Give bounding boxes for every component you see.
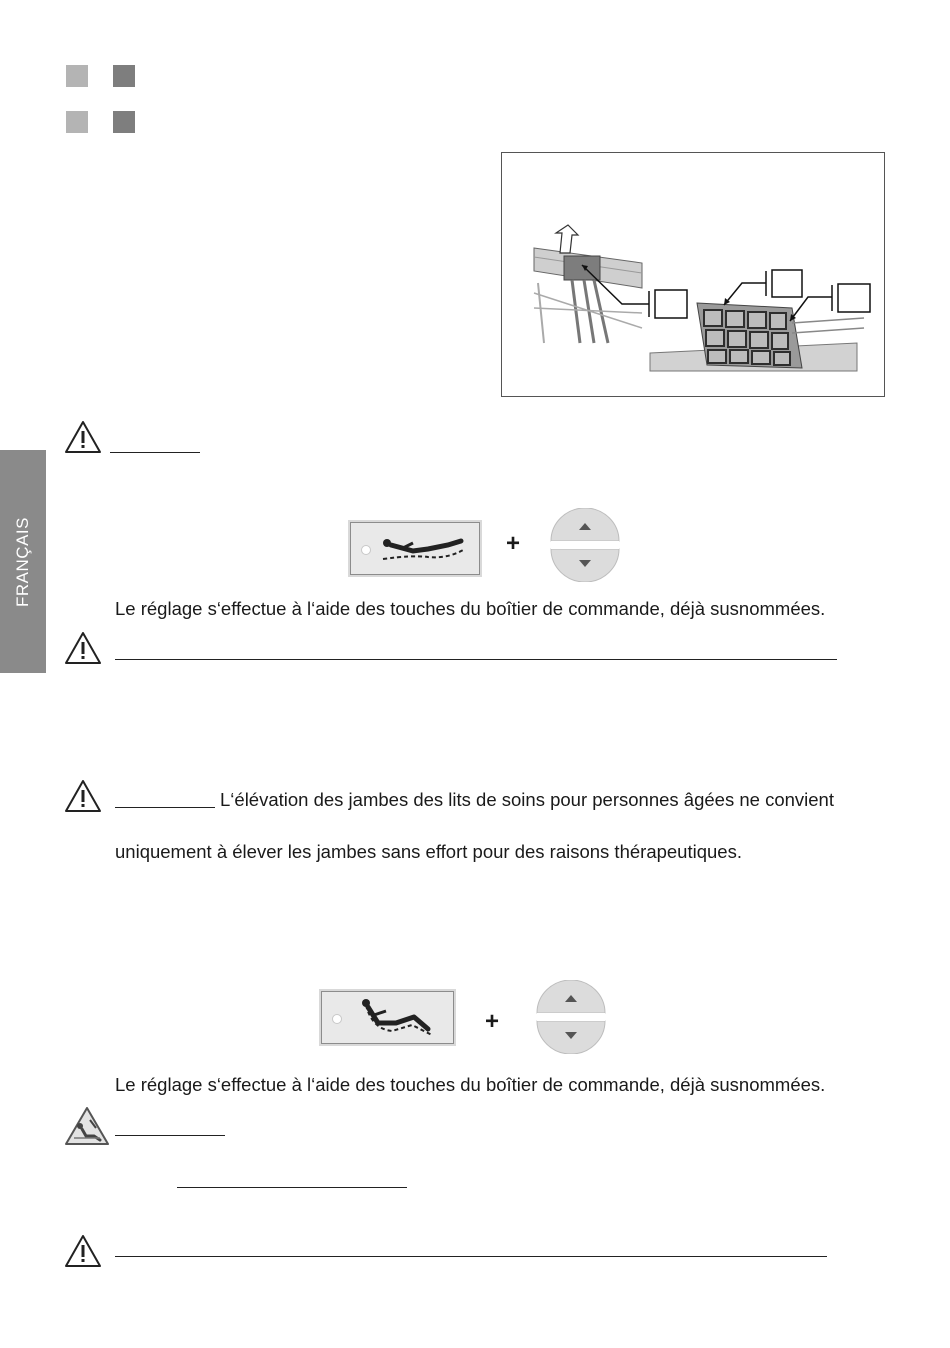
seated-position-button[interactable] [321,991,454,1044]
bed-frame-figure [501,152,885,397]
plus-sign-2: + [485,1008,500,1035]
seated-person-icon [352,995,442,1039]
plus-sign-1: + [506,530,521,557]
bed-frame-lattice-illustration [502,153,884,396]
warning-triangle-icon [64,1234,102,1268]
reclined-position-button[interactable] [350,522,480,575]
person-caution-icon [64,1106,110,1146]
language-tab-label: FRANÇAIS [13,516,32,607]
header-square-4 [113,111,135,133]
button-indicator-dot [361,545,371,555]
language-side-tab [0,450,46,673]
header-square-2 [113,65,135,87]
button-indicator-dot [332,1014,342,1024]
up-down-button[interactable] [549,508,621,582]
header-square-3 [66,111,88,133]
caution-sub-line [177,1187,407,1188]
up-down-button[interactable] [535,980,607,1054]
legs-warning-line-2: uniquement à élever les jambes sans effort pour des raisons thérapeutiques. [115,841,742,862]
adjust-instruction-1: Le réglage s‘effectue à l‘aide des touches du boîtier de commande, déjà susnommées. [115,598,826,619]
caution-heading-line [115,1135,225,1136]
warning-triangle-icon [64,420,102,454]
warning-rule-4 [115,1256,827,1257]
header-square-1 [66,65,88,87]
legs-warning-line-1: L‘élévation des jambes des lits de soins pour personnes âgées ne convient [220,789,834,810]
warning-triangle-icon [64,779,102,813]
warning-rule-2 [115,659,837,660]
reclined-person-icon [373,529,473,569]
warning-triangle-icon [64,631,102,665]
adjust-instruction-2: Le réglage s‘effectue à l‘aide des touches du boîtier de commande, déjà susnommées. [115,1074,826,1095]
warning-heading-line-1 [110,452,200,453]
warning-heading-line-3 [115,807,215,808]
